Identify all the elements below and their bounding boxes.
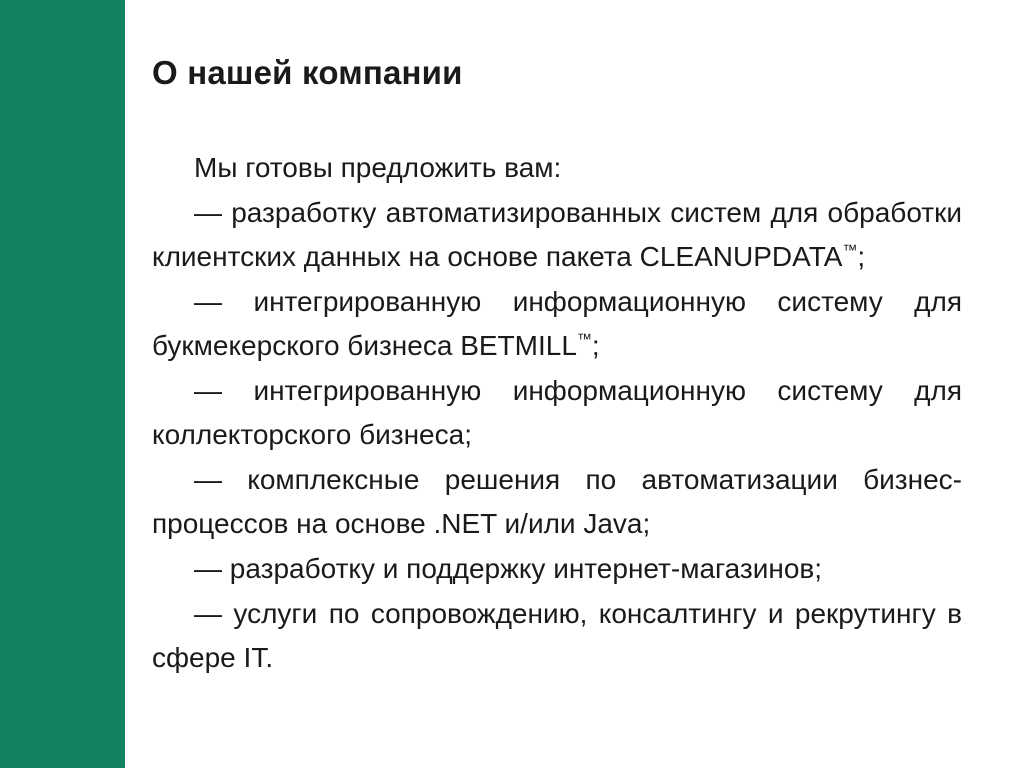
list-item [152,280,962,368]
list-item-text: — разработку автоматизированных систем для обработки клиентских данных на основе пакета CLEANUPDATA [152,197,962,272]
slide-title: О нашей компании [152,54,463,91]
intro-text: Мы готовы предложить вам: [194,152,562,183]
list-item-text: — разработку и поддержку интернет-магазинов; [194,553,823,584]
list-item [152,458,962,546]
trademark-sign: ™ [576,331,592,348]
list-item [152,369,962,457]
list-item-text: — интегрированную информационную систему для букмекерского бизнеса BETMILL [152,286,962,361]
list-item-tail: ; [857,241,866,272]
list-item-text: — интегрированную информационную систему для коллекторского бизнеса; [152,375,962,450]
list-item-tail: ; [591,330,600,361]
list-item [152,191,962,279]
list-item [152,592,962,680]
slide-content [152,146,962,681]
list-item [152,547,962,591]
list-item-text: — комплексные решения по автоматизации бизнес-процессов на основе .NET и/или Java; [152,464,962,539]
accent-side-bar [0,0,125,768]
list-item-text: — услуги по сопровождению, консалтингу и рекрутингу в сфере IT. [152,598,962,673]
trademark-sign: ™ [842,242,858,259]
